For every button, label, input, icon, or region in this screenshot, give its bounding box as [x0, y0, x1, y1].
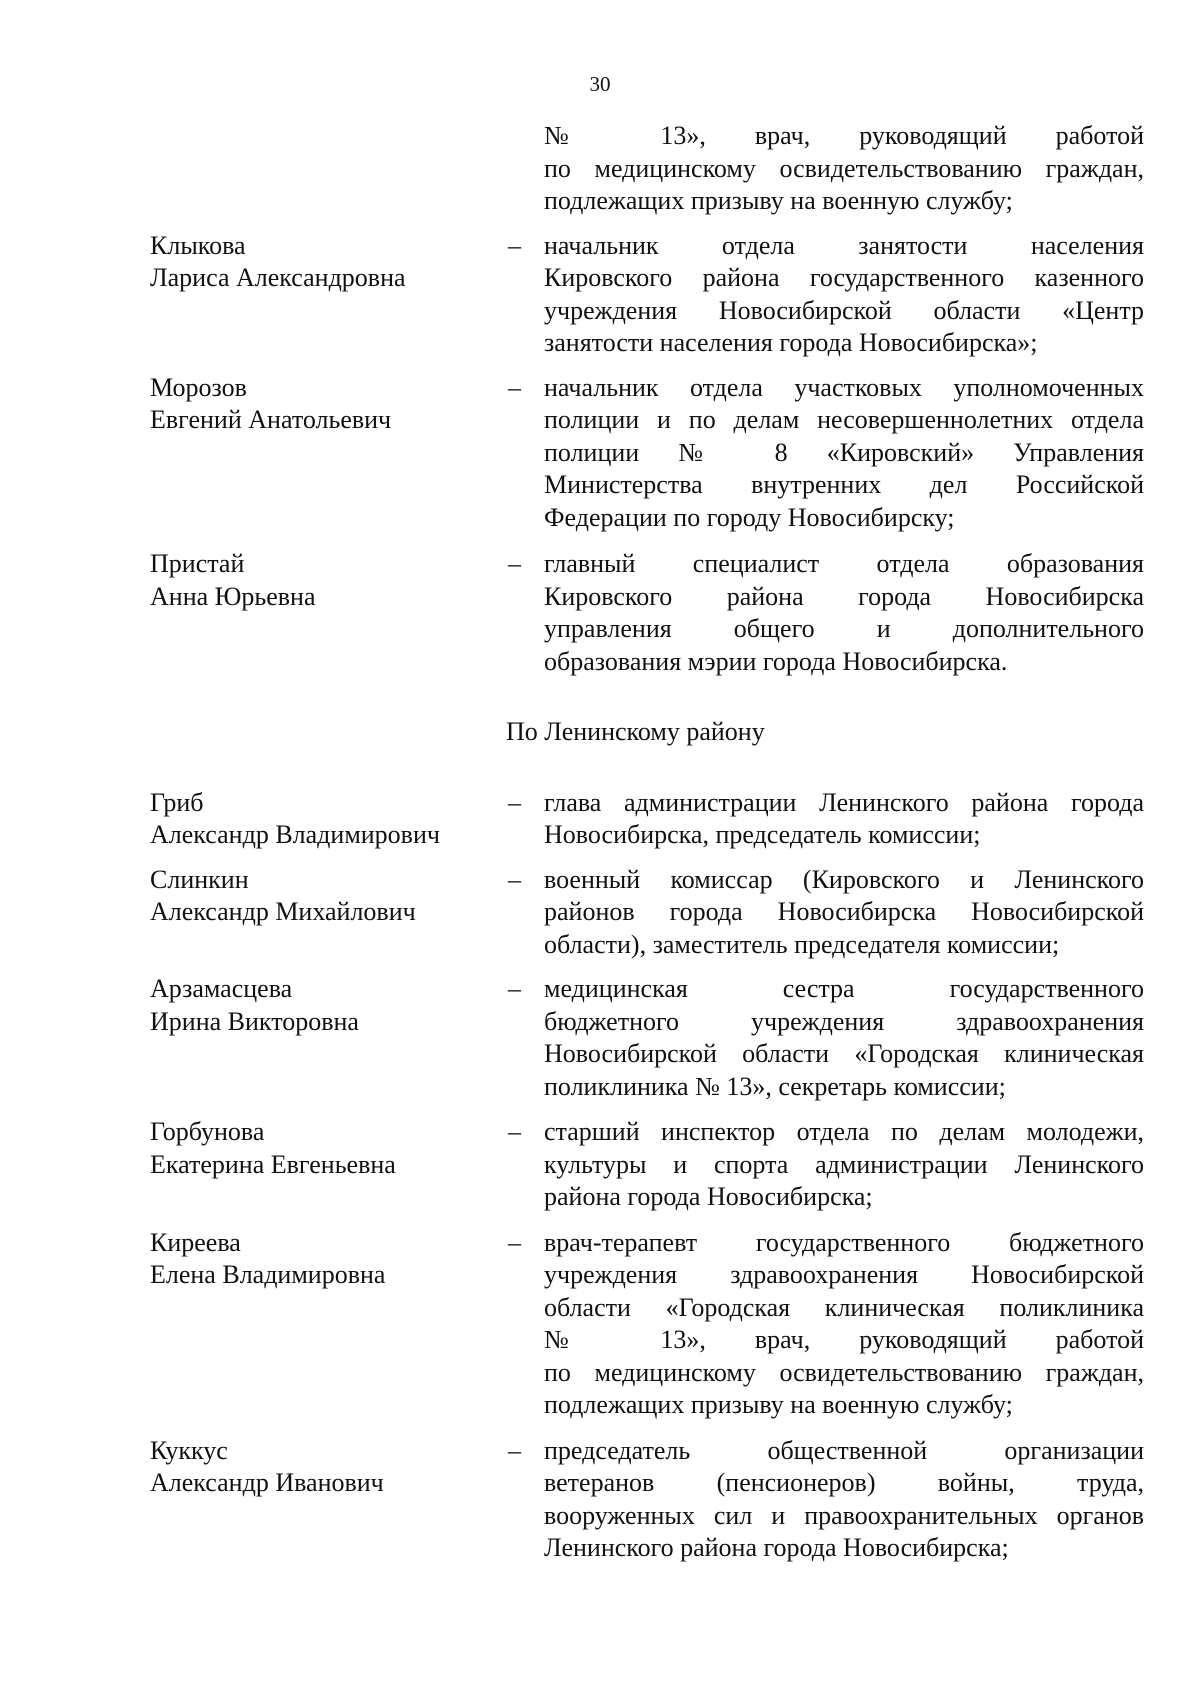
description-line: Новосибирской области «Городская клиническая — [544, 1039, 1144, 1068]
member-surname: Куккус — [150, 1435, 228, 1465]
dash-separator: – — [508, 549, 521, 578]
description-line: учреждения здравоохранения Новосибирской — [544, 1260, 1144, 1289]
member-given-names: Лариса Александровна — [150, 263, 406, 292]
description-line: полиции № 8 «Кировский» Управления — [544, 437, 1144, 467]
member-entry — [150, 372, 1146, 535]
description-line: глава администрации Ленинского района города — [544, 787, 1144, 817]
dash-separator: – — [508, 864, 521, 894]
description-line: по медицинскому освидетельствованию граждан, — [544, 1357, 1144, 1387]
member-name — [150, 787, 508, 852]
description-line: области), заместитель председателя комиссии; — [544, 929, 1060, 959]
member-name — [150, 230, 508, 295]
dash-separator: – — [508, 787, 521, 817]
member-name — [150, 1227, 508, 1292]
description-line: Министерства внутренних дел Российской — [544, 470, 1144, 499]
description-line: района города Новосибирска; — [544, 1182, 873, 1211]
member-surname: Киреева — [150, 1227, 241, 1257]
member-name — [150, 1116, 508, 1181]
dash-separator: – — [508, 230, 521, 260]
description-line: начальник отдела занятости населения — [544, 230, 1144, 260]
member-name — [150, 973, 508, 1038]
member-given-names: Александр Владимирович — [150, 820, 440, 849]
position-description — [544, 230, 1144, 360]
member-surname: Пристай — [150, 549, 245, 578]
member-surname: Гриб — [150, 787, 204, 817]
description-line: Федерации по городу Новосибирску; — [544, 502, 955, 532]
member-entry — [150, 1435, 1146, 1565]
member-name — [150, 372, 508, 437]
description-line: области «Городская клиническая поликлиника — [544, 1292, 1144, 1322]
description-line: полиции и по делам несовершеннолетних отдела — [544, 405, 1144, 434]
position-description — [544, 372, 1144, 535]
description-line: медицинская сестра государственного — [544, 974, 1144, 1003]
member-given-names: Ирина Викторовна — [150, 1006, 359, 1036]
description-line: № 13», врач, руководящий работой — [544, 121, 1144, 150]
description-line: культуры и спорта администрации Ленинского — [544, 1149, 1144, 1179]
description-line: поликлиника № 13», секретарь комиссии; — [544, 1071, 1006, 1101]
description-line: Кировского района города Новосибирска — [544, 581, 1144, 611]
description-line: подлежащих призыву на военную службу; — [544, 1390, 1013, 1419]
member-surname: Морозов — [150, 372, 247, 402]
description-line: вооруженных сил и правоохранительных органов — [544, 1500, 1144, 1530]
commission-member-list — [150, 120, 1146, 1565]
description-line: Кировского района государственного казенного — [544, 263, 1144, 292]
member-entry — [150, 864, 1146, 962]
member-entry — [150, 1227, 1146, 1422]
dash-separator: – — [508, 1435, 521, 1465]
member-given-names: Екатерина Евгеньевна — [150, 1149, 396, 1179]
member-given-names: Александр Иванович — [150, 1468, 384, 1497]
member-given-names: Александр Михайлович — [150, 897, 416, 926]
description-line: подлежащих призыву на военную службу; — [544, 186, 1013, 215]
position-description — [544, 1227, 1144, 1422]
member-name — [150, 864, 508, 929]
member-entry — [150, 548, 1146, 678]
member-surname: Клыкова — [150, 230, 246, 260]
description-line: № 13», врач, руководящий работой — [544, 1325, 1144, 1354]
description-line: ветеранов (пенсионеров) войны, труда, — [544, 1468, 1144, 1497]
section-heading: По Ленинскому району — [506, 717, 765, 746]
member-surname: Слинкин — [150, 864, 249, 894]
description-line: военный комиссар (Кировского и Ленинского — [544, 864, 1144, 894]
description-line: занятости населения города Новосибирска»; — [544, 328, 1038, 357]
description-line: главный специалист отдела образования — [544, 549, 1144, 578]
dash-separator: – — [508, 372, 521, 402]
description-line: врач-терапевт государственного бюджетного — [544, 1227, 1144, 1257]
description-line: районов города Новосибирска Новосибирской — [544, 897, 1144, 926]
position-description — [544, 120, 1144, 218]
continuation-entry — [150, 120, 1146, 218]
member-entry — [150, 1116, 1146, 1214]
member-entry — [150, 973, 1146, 1103]
dash-separator: – — [508, 974, 521, 1003]
position-description — [544, 973, 1144, 1103]
description-line: управления общего и дополнительного — [544, 614, 1144, 643]
member-surname: Горбунова — [150, 1117, 265, 1146]
position-description — [544, 787, 1144, 852]
member-name — [150, 1435, 508, 1500]
position-description — [544, 1435, 1144, 1565]
description-line: Ленинского района города Новосибирска; — [544, 1533, 1009, 1562]
description-line: старший инспектор отдела по делам молодежи, — [544, 1117, 1144, 1146]
description-line: образования мэрии города Новосибирска. — [544, 646, 1008, 676]
description-line: Новосибирска, председатель комиссии; — [544, 820, 981, 849]
description-line: начальник отдела участковых уполномоченных — [544, 372, 1144, 402]
position-description — [544, 1116, 1144, 1214]
description-line: по медицинскому освидетельствованию граждан, — [544, 153, 1144, 183]
member-given-names: Евгений Анатольевич — [150, 405, 392, 434]
member-surname: Арзамасцева — [150, 974, 293, 1003]
dash-separator: – — [508, 1227, 521, 1257]
description-line: председатель общественной организации — [544, 1435, 1144, 1465]
member-entry — [150, 230, 1146, 360]
position-description — [544, 864, 1144, 962]
dash-separator: – — [508, 1117, 521, 1146]
description-line: учреждения Новосибирской области «Центр — [544, 295, 1144, 325]
member-name — [150, 548, 508, 613]
position-description — [544, 548, 1144, 678]
member-entry — [150, 787, 1146, 852]
description-line: бюджетного учреждения здравоохранения — [544, 1006, 1144, 1036]
member-given-names: Елена Владимировна — [150, 1260, 386, 1289]
member-given-names: Анна Юрьевна — [150, 581, 316, 611]
page-number: 30 — [589, 72, 611, 96]
